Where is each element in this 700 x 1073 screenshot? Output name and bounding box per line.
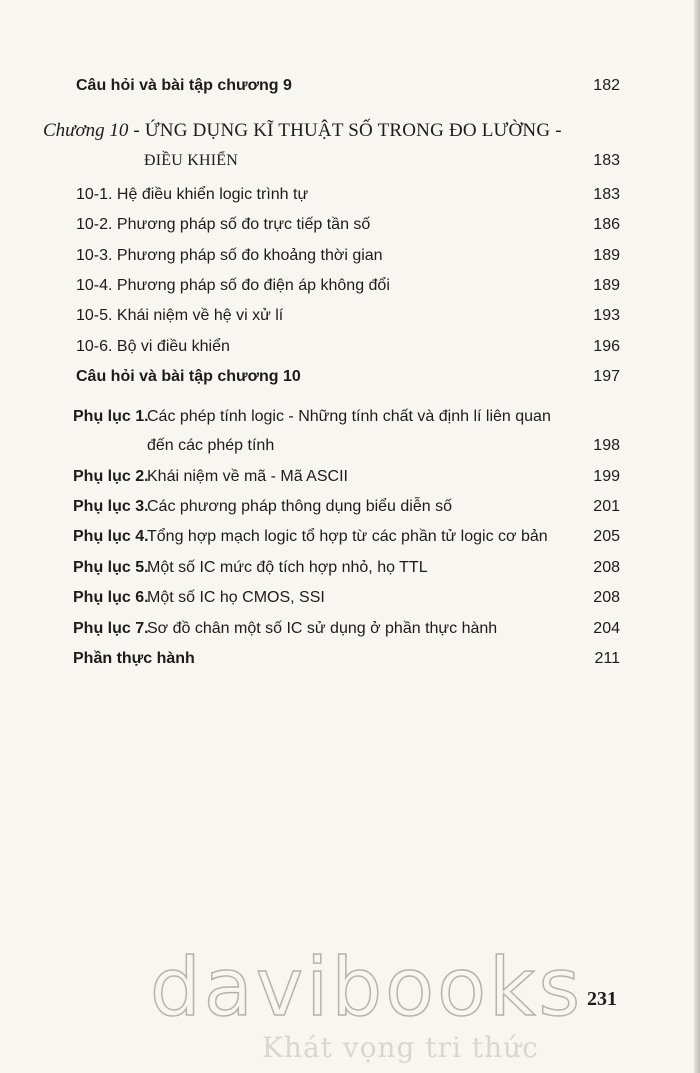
appendix-label: Phụ lục 6. (73, 589, 149, 606)
entry-page: 189 (593, 247, 620, 264)
toc-appendix-1-cont (0, 433, 700, 459)
entry-title: 10-6. Bộ vi điều khiển (76, 338, 230, 355)
entry-page: 183 (593, 186, 620, 203)
appendix-label: Phụ lục 3. (73, 498, 149, 515)
toc-chapter-10-heading (0, 118, 700, 144)
entry-page: 183 (593, 152, 620, 169)
toc-section-10-6 (0, 334, 700, 360)
entry-page: 197 (593, 368, 620, 385)
toc-entry-review-ch9 (0, 73, 700, 99)
entry-title: Khái niệm về mã - Mã ASCII (147, 468, 348, 485)
chapter-label: Chương 10 (43, 120, 129, 141)
toc-appendix-4 (0, 524, 700, 550)
entry-title: 10-1. Hệ điều khiển logic trình tự (76, 186, 309, 203)
appendix-label: Phụ lục 1. (73, 408, 149, 425)
entry-page: 211 (594, 650, 620, 667)
toc-appendix-6 (0, 585, 700, 611)
entry-title: 10-3. Phương pháp số đo khoảng thời gian (76, 247, 383, 264)
entry-title: 10-2. Phương pháp số đo trực tiếp tần số (76, 216, 371, 233)
entry-page: 205 (593, 528, 620, 545)
entry-title: Sơ đồ chân một số IC sử dụng ở phần thực hành (147, 620, 498, 637)
toc-entry-review-ch10 (0, 364, 700, 390)
chapter-title-line1: - ỨNG DỤNG KĨ THUẬT SỐ TRONG ĐO LƯỜNG - (128, 120, 562, 141)
toc-section-10-4 (0, 273, 700, 299)
entry-page: 204 (593, 620, 620, 637)
entry-title: Câu hỏi và bài tập chương 10 (76, 368, 301, 385)
toc-appendix-3 (0, 494, 700, 520)
toc-appendix-1 (0, 404, 700, 430)
toc-chapter-10-heading-cont (0, 148, 700, 174)
entry-page: 182 (593, 77, 620, 94)
toc-appendix-2 (0, 464, 700, 490)
entry-title: Các phương pháp thông dụng biểu diễn số (147, 498, 452, 515)
entry-page: 186 (593, 216, 620, 233)
chapter-heading-line1 (43, 118, 562, 145)
entry-title: Các phép tính logic - Những tính chất và định lí liên quan (147, 408, 551, 425)
entry-title: Tổng hợp mạch logic tổ hợp từ các phần tử logic cơ bản (147, 528, 548, 545)
toc-section-10-3 (0, 243, 700, 269)
entry-page: 193 (593, 307, 620, 324)
entry-title-line2: đến các phép tính (147, 437, 275, 454)
entry-page: 198 (593, 437, 620, 454)
chapter-title-line2: ĐIỀU KHIỂN (144, 152, 238, 169)
appendix-label: Phụ lục 7. (73, 620, 149, 637)
entry-title: Phần thực hành (73, 650, 195, 667)
watermark-slogan: Khát vọng tri thức (262, 1031, 539, 1064)
entry-page: 208 (593, 559, 620, 576)
entry-page: 189 (593, 277, 620, 294)
toc-section-10-5 (0, 303, 700, 329)
entry-title: 10-4. Phương pháp số đo điện áp không đổi (76, 277, 390, 294)
entry-title: Câu hỏi và bài tập chương 9 (76, 77, 292, 94)
entry-page: 201 (593, 498, 620, 515)
page-number: 231 (587, 988, 617, 1010)
appendix-label: Phụ lục 5. (73, 559, 149, 576)
toc-entry-practice (0, 646, 700, 672)
appendix-label: Phụ lục 4. (73, 528, 149, 545)
entry-page: 199 (593, 468, 620, 485)
watermark-brand: davibooks (150, 941, 584, 1034)
toc-appendix-5 (0, 555, 700, 581)
entry-title: Một số IC mức độ tích hợp nhỏ, họ TTL (147, 559, 428, 576)
toc-section-10-2 (0, 212, 700, 238)
toc-section-10-1 (0, 182, 700, 208)
entry-page: 196 (593, 338, 620, 355)
toc-appendix-7 (0, 616, 700, 642)
entry-title: Một số IC họ CMOS, SSI (147, 589, 325, 606)
appendix-label: Phụ lục 2. (73, 468, 149, 485)
entry-title: 10-5. Khái niệm về hệ vi xử lí (76, 307, 284, 324)
entry-page: 208 (593, 589, 620, 606)
page-edge-shadow (694, 0, 700, 1073)
